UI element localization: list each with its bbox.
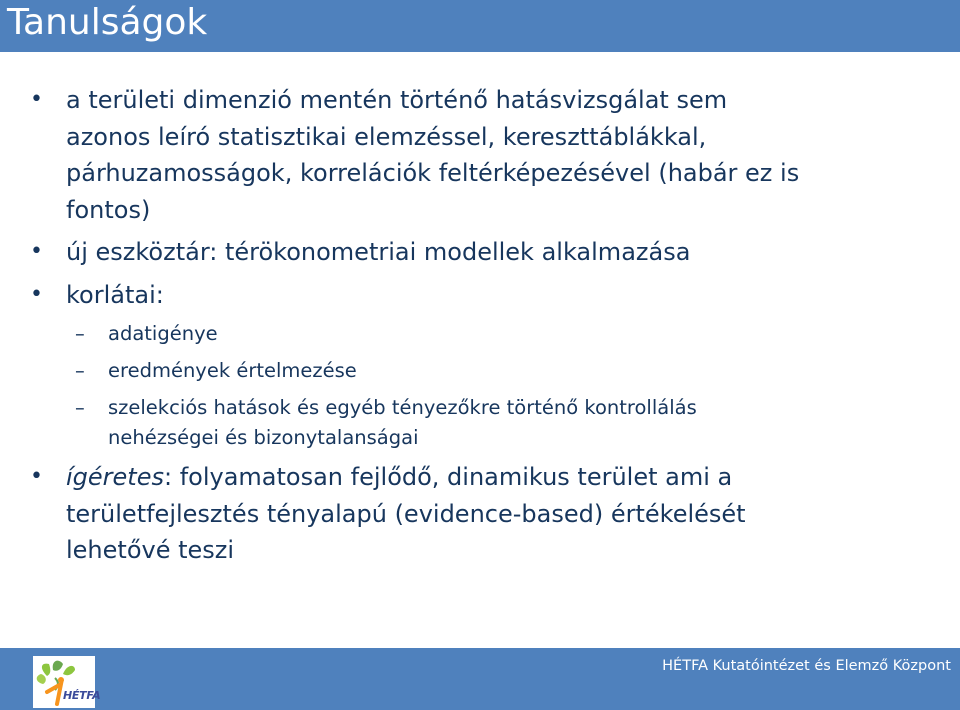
bullet-item <box>28 82 928 228</box>
sub-item <box>28 319 928 349</box>
slide-content <box>28 82 928 569</box>
sub-item <box>28 393 928 453</box>
slide-title: Tanulságok <box>7 2 208 43</box>
sub-line: adatigénye <box>108 322 218 345</box>
bullet-line: lehetővé teszi <box>66 536 235 564</box>
bullet-line <box>66 459 928 496</box>
sub-line: eredmények értelmezése <box>108 359 357 382</box>
dash-icon: – <box>75 322 85 345</box>
bullet-dot-icon: • <box>30 281 43 307</box>
dash-icon: – <box>75 359 85 382</box>
sub-line: nehézségei és bizonytalanságai <box>108 426 419 449</box>
footer-organization: HÉTFA Kutatóintézet és Elemző Központ <box>662 658 951 674</box>
sub-line: szelekciós hatások és egyéb tényezőkre történő kontrollálás <box>108 396 697 419</box>
bullet-line: a területi dimenzió mentén történő hatásvizsgálat sem <box>66 86 728 114</box>
bullet-line: területfejlesztés tényalapú (evidence-based) értékelését <box>66 499 746 528</box>
bullet-line: párhuzamosságok, korrelációk feltérképezésével (habár ez is <box>66 159 800 187</box>
bullet-line: azonos leíró statisztikai elemzéssel, kereszttáblákkal, <box>66 122 707 151</box>
bullet-line: korlátai: <box>66 280 164 309</box>
hetfa-logo <box>33 656 101 708</box>
bullet-line-rest: : folyamatosan fejlődő, dinamikus terület ami a <box>163 463 733 491</box>
sub-item <box>28 356 928 386</box>
bullet-dot-icon: • <box>30 87 43 112</box>
emphasis-word: ígéretes <box>66 463 164 491</box>
bullet-line: fontos) <box>66 195 151 224</box>
bullet-dot-icon: • <box>30 464 43 489</box>
bullet-line: új eszköztár: térökonometriai modellek alkalmazása <box>66 238 691 266</box>
bullet-item <box>28 459 928 569</box>
bullet-item <box>28 234 928 271</box>
logo-text: HÉTFA <box>63 689 101 702</box>
bullet-dot-icon: • <box>30 239 43 264</box>
dash-icon: – <box>75 396 85 419</box>
bullet-item <box>28 277 928 314</box>
